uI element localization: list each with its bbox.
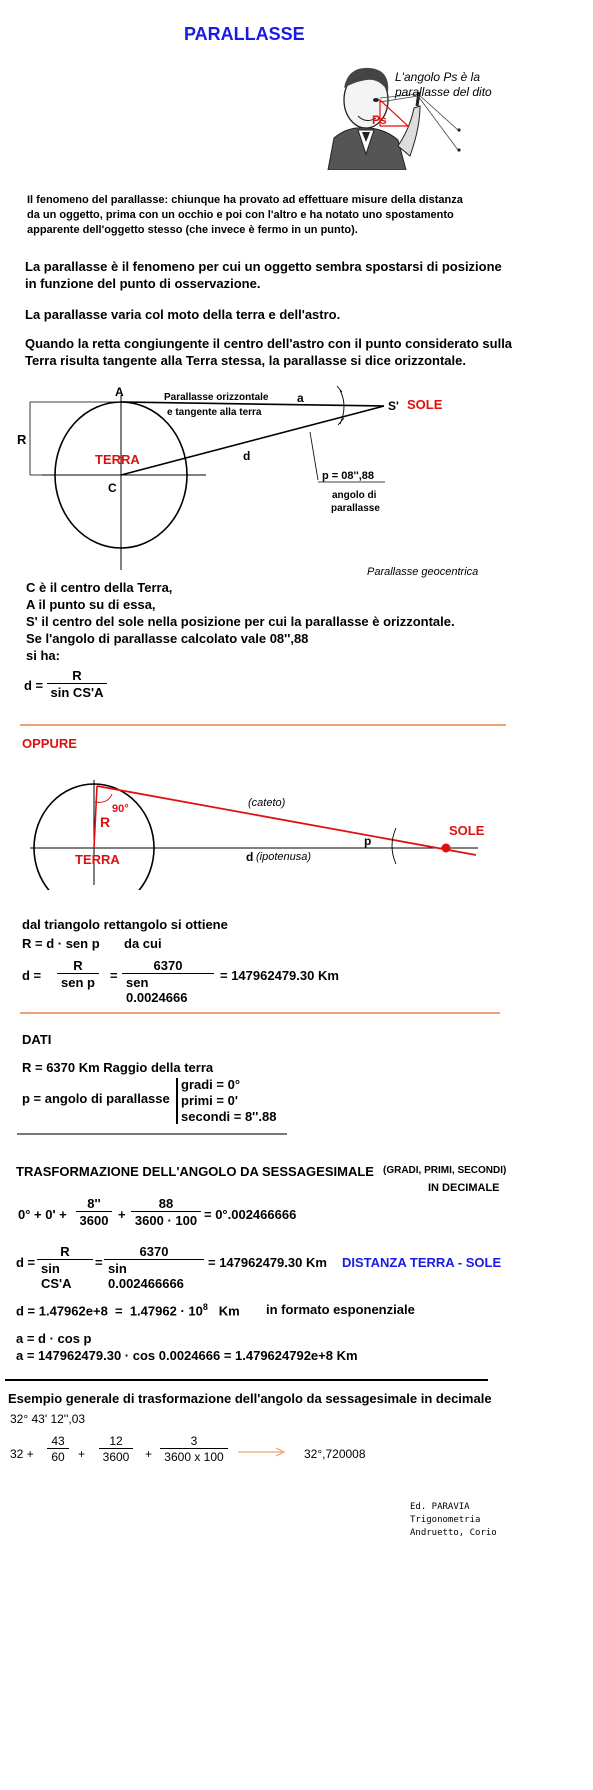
ipotenusa-label: (ipotenusa) (256, 851, 312, 863)
triangle-fraction-2-den: sen 0.0024666 (122, 973, 214, 1005)
variation-text: La parallasse varia col moto della terra e dell'astro. (25, 307, 341, 322)
illustration-caption-line2: parallasse del dito (395, 85, 492, 99)
explanation-line1: C è il centro della Terra, (26, 580, 173, 595)
distance-eq: = (95, 1255, 103, 1270)
definition-line1: La parallasse è il fenomeno per cui un oggetto sembra spostarsi di posizione (25, 259, 502, 274)
point-c-label: C (108, 481, 117, 495)
ps-label: Ps (372, 113, 387, 127)
arrow-right-icon (238, 1446, 288, 1458)
transform-title: TRASFORMAZIONE DELL'ANGOLO DA SESSAGESIMALE (16, 1164, 374, 1179)
formula1-numerator: R (72, 668, 82, 683)
example-fraction-1 (44, 1434, 72, 1464)
example-plus-1: + (78, 1447, 86, 1461)
credits-line1: Ed. PARAVIA (410, 1502, 470, 1512)
radius-label: R (17, 432, 27, 447)
exponential-exponent: 8 (202, 1302, 208, 1312)
triangle-fraction-1-den: sen p (57, 973, 99, 990)
transform-formula-plus: + (118, 1207, 126, 1222)
triangle-line2-rhs: da cui (124, 936, 162, 951)
transform-fraction-1 (74, 1196, 114, 1228)
intro-line2: da un oggetto, prima con un occhio e poi con l'altro e ha notato uno spostamento (27, 209, 454, 221)
tangent-label-line2: e tangente alla terra (167, 407, 262, 418)
divider-orange-2 (20, 1012, 500, 1014)
example-plus-2: + (145, 1447, 153, 1461)
point-s-label: S' (388, 399, 399, 413)
example-result: 32°,720008 (304, 1447, 366, 1461)
cateto-label: (cateto) (248, 797, 286, 809)
explanation-line3: S' il centro del sole nella posizione per cui la parallasse è orizzontale. (26, 614, 455, 629)
triangle-fraction-2 (122, 958, 214, 1005)
dati-gradi: gradi = 0° (181, 1077, 241, 1092)
divider-orange-1 (20, 724, 506, 726)
example-fraction-1-den: 60 (47, 1448, 68, 1464)
triangle-line1: dal triangolo rettangolo si ottiene (22, 917, 228, 932)
distance-lhs: d = (16, 1255, 36, 1270)
angle-label-line2: parallasse (331, 503, 380, 514)
oppure-heading: OPPURE (22, 736, 77, 751)
transform-formula-result: = 0°.002466666 (204, 1207, 297, 1222)
example-fraction-2 (96, 1434, 136, 1464)
example-fraction-2-den: 3600 (99, 1448, 134, 1464)
transform-subtitle1: (GRADI, PRIMI, SECONDI) (383, 1165, 507, 1176)
exponential-expression (16, 1302, 240, 1318)
angle-p-label: p (364, 834, 372, 848)
right-angle-label: 90° (112, 803, 129, 815)
triangle-fraction-2-num: 6370 (153, 958, 183, 973)
triangle-fraction-1 (52, 958, 104, 990)
explanation-line2: A il punto su di essa, (26, 597, 156, 612)
distance-label: DISTANZA TERRA - SOLE (342, 1255, 502, 1270)
divider-black (5, 1379, 488, 1381)
formula1-fraction (46, 668, 108, 700)
dati-radius-line: R = 6370 Km Raggio della terra (22, 1060, 214, 1075)
example-fraction-3 (160, 1434, 228, 1464)
transform-fraction-2-num: 88 (158, 1196, 174, 1211)
sole-label-2: SOLE (449, 823, 485, 838)
segment-a-label: a (297, 391, 304, 405)
sole-label: SOLE (407, 397, 443, 412)
transform-fraction-2 (130, 1196, 202, 1228)
explanation-line4: Se l'angolo di parallasse calcolato vale 08'',88 (26, 631, 309, 646)
transform-subtitle2: IN DECIMALE (428, 1182, 500, 1194)
example-fraction-2-num: 12 (109, 1434, 123, 1448)
divider-gray (17, 1133, 287, 1135)
distance-fraction-1-den: sin CS'A (37, 1259, 93, 1291)
example-title: Esempio generale di trasformazione dell'angolo da sessagesimale in decimale (8, 1391, 492, 1406)
a-formula-line1: a = d · cos p (16, 1331, 92, 1346)
dati-brace-bar (176, 1078, 178, 1124)
angle-label-line1: angolo di (332, 490, 377, 501)
transform-formula-start: 0° + 0' + (18, 1207, 67, 1222)
point-a-label: A (115, 385, 124, 399)
formula1-lhs: d = (24, 678, 44, 693)
dati-primi: primi = 0' (181, 1093, 238, 1108)
horizontal-line2: Terra risulta tangente alla Terra stessa, la parallasse si dice orizzontale. (25, 353, 466, 368)
distance-fraction-2-num: 6370 (139, 1244, 169, 1259)
horizontal-line1: Quando la retta congiungente il centro dell'astro con il punto considerato sulla (25, 336, 513, 351)
diagram1-caption: Parallasse geocentrica (367, 566, 479, 578)
page-title: PARALLASSE (184, 24, 305, 44)
triangle-formula-lhs: d = (22, 968, 42, 983)
exponential-note: in formato esponenziale (266, 1302, 415, 1317)
dati-secondi: secondi = 8''.88 (181, 1109, 277, 1124)
intro-line3: apparente dell'oggetto stesso (che invece è fermo in un punto). (27, 224, 358, 236)
p-value-label: p = 08'',88 (322, 470, 375, 482)
transform-fraction-1-den: 3600 (76, 1211, 113, 1228)
transform-fraction-2-den: 3600 · 100 (131, 1211, 201, 1228)
distance-fraction-1 (37, 1244, 93, 1291)
hypotenuse-d-label: d (246, 850, 254, 864)
terra-label: TERRA (95, 452, 140, 467)
credits-line2: Trigonometria (410, 1515, 481, 1525)
distance-fraction-2 (104, 1244, 204, 1291)
terra-label-2: TERRA (75, 852, 120, 867)
tangent-label-line1: Parallasse orizzontale (164, 392, 269, 403)
radius-r-label: R (100, 814, 111, 830)
example-fraction-3-den: 3600 x 100 (160, 1448, 227, 1464)
dati-title: DATI (22, 1032, 52, 1047)
illustration-caption-line1: L'angolo Ps è la (395, 70, 481, 84)
segment-d-label: d (243, 449, 251, 463)
intro-line1: Il fenomeno del parallasse: chiunque ha provato ad effettuare misure della distanza (27, 194, 463, 206)
example-formula-start: 32 + (10, 1447, 34, 1461)
distance-fraction-2-den: sin 0.002466666 (104, 1259, 204, 1291)
credits-line3: Andruetto, Corio (410, 1528, 497, 1538)
triangle-line2-lhs: R = d · sen p (22, 936, 100, 951)
transform-fraction-1-num: 8'' (87, 1196, 101, 1211)
triangle-fraction-1-num: R (73, 958, 83, 973)
triangle-formula-eq: = (110, 968, 118, 983)
a-formula-line2: a = 147962479.30 · cos 0.0024666 = 1.479624792e+8 Km (16, 1348, 358, 1363)
explanation-line5: si ha: (26, 648, 60, 663)
formula1-denominator: sin CS'A (47, 683, 108, 700)
exponential-expr: d = 1.47962e+8 = 1.47962 · 10 (16, 1303, 203, 1319)
example-fraction-3-num: 3 (190, 1434, 198, 1448)
geocentric-parallax-diagram (0, 380, 593, 580)
distance-fraction-1-num: R (60, 1244, 70, 1259)
dati-p-label: p = angolo di parallasse (22, 1091, 170, 1106)
definition-line2: in funzione del punto di osservazione. (25, 276, 261, 291)
exponential-unit: Km (218, 1303, 240, 1319)
triangle-formula-result: = 147962479.30 Km (220, 968, 339, 983)
distance-result: = 147962479.30 Km (208, 1255, 327, 1270)
right-triangle-diagram (0, 770, 593, 890)
example-fraction-1-num: 43 (51, 1434, 65, 1448)
example-angle: 32° 43' 12'',03 (10, 1412, 86, 1426)
